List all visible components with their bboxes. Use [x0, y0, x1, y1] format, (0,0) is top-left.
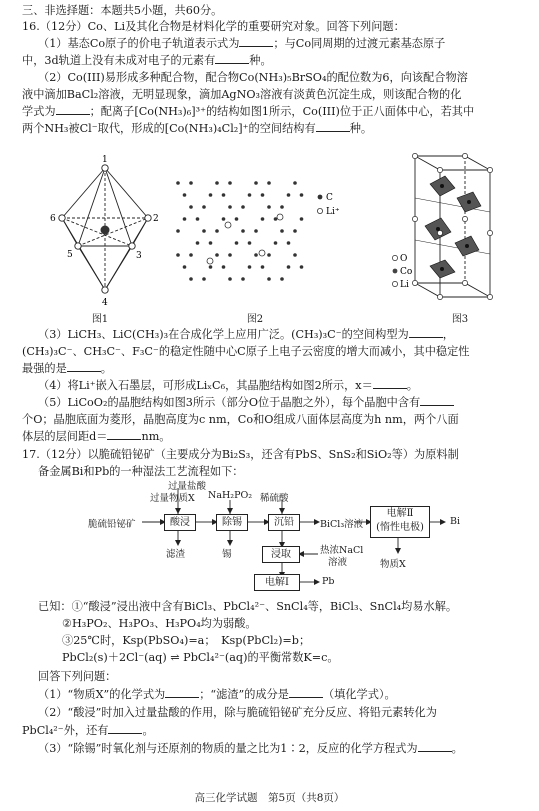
known-line: PbCl₂(s)＋2Cl⁻(aq) ⇌ PbCl₄²⁻(aq)的平衡常数K=c。: [62, 651, 339, 664]
answer-blank[interactable]: [239, 37, 273, 47]
answer-blank[interactable]: [56, 105, 90, 115]
answer-blank[interactable]: [107, 430, 141, 440]
carbon-atom: [254, 253, 258, 257]
vertex-label: 1: [102, 155, 108, 165]
nacl-label: 溶液: [328, 557, 348, 568]
q16-line: （5）LiCoO₂的晶胞结构如图3所示（部分O位于晶胞之外），每个晶胞中含有: [38, 396, 522, 410]
carbon-atom: [280, 205, 284, 209]
q16-line: （2）Co(III)易形成多种配合物，配合物Co(NH₃)₅BrSO₄的配位数为6，向该配合物溶: [38, 71, 468, 84]
answer-blank[interactable]: [316, 122, 350, 132]
answer-blank[interactable]: [289, 688, 323, 698]
reagent-label: 过量物质X: [150, 493, 195, 504]
step-leach-extract: 浸取: [262, 546, 300, 563]
carbon-atom: [176, 253, 180, 257]
q17-line: PbCl₄²⁻外，还有 。: [22, 724, 154, 737]
q17-line: 回答下列问题：: [38, 670, 117, 683]
carbon-atom: [300, 265, 304, 269]
carbon-atom: [241, 229, 245, 233]
carbon-atom: [228, 253, 232, 257]
carbon-atom: [293, 253, 297, 257]
carbon-atom: [267, 205, 271, 209]
carbon-atom: [254, 181, 258, 185]
section-title: 三、非选择题：本题共5小题，共60分。: [22, 4, 223, 17]
step-precipitate-lead: 沉铅: [268, 514, 300, 531]
carbon-atom: [222, 193, 226, 197]
carbon-atom: [228, 205, 232, 209]
reagent-label: 过量盐酸: [168, 481, 207, 492]
q16-line: 16.（12分）Co、Li及其化合物是材料化学的重要研究对象。回答下列问题：: [22, 20, 405, 33]
carbon-atom: [248, 265, 252, 269]
carbon-atom: [209, 193, 213, 197]
figure-3-caption: 图3: [451, 314, 469, 325]
q17-line: 17.（12分）以脆硫铅铋矿（主要成分为Bi₂S₃，还含有PbS、SnS₂和SiO₂等）为原料制: [22, 448, 459, 461]
q16-line: （3）LiCH₃、LiC(CH₃)₃在合成化学上应用广泛。(CH₃)₃C⁻的空间构型为 ，: [38, 328, 454, 341]
q16-line: (CH₃)₃C⁻、CH₃C⁻、F₃C⁻的稳定性随中心C原子上电子云密度的增大而减小，其中稳定性: [22, 345, 470, 358]
legend-label: C: [326, 193, 333, 203]
carbon-atom: [241, 205, 245, 209]
known-line: ③25℃时，Ksp(PbSO₄)=a； Ksp(PbCl₂)=b；: [62, 634, 311, 647]
known-line: ②H₃PO₂、H₃PO₃、H₃PO₄均为弱酸。: [62, 617, 257, 630]
carbon-atom: [280, 229, 284, 233]
carbon-atom: [248, 241, 252, 245]
step-electrolysis-2: 电解Ⅱ (惰性电极): [370, 506, 430, 538]
carbon-atom: [189, 253, 193, 257]
vertex-label: 4: [102, 298, 108, 308]
q16-line: 学式为 ；配离子[Co(NH₃)₆]³⁺的结构如图1所示，Co(III)位于正八面体中心，若其中: [22, 105, 475, 118]
raw-material-label: 脆硫铅铋矿: [88, 519, 136, 530]
residue-label: 滤渣: [166, 549, 186, 560]
legend-label: Li: [400, 280, 409, 290]
vertex-label: 2: [153, 214, 159, 224]
answer-blank[interactable]: [67, 362, 101, 372]
q16-line: 个O；晶胞底面为菱形，晶胞高度为c nm，Co和O组成八面体层高度为h nm，两个八面: [22, 413, 459, 426]
q16-line: （1）基态Co原子的价电子轨道表示式为 ；与Co同周期的过渡元素基态原子: [38, 37, 446, 50]
step-electrolysis-1: 电解Ⅰ: [254, 574, 300, 591]
page-footer: 高三化学试题 第5页（共8页）: [194, 792, 345, 804]
bicl3-solution-label: BiCl₃溶液: [320, 519, 364, 530]
product-bi-label: Bi: [450, 516, 461, 527]
reagent-label: NaH₂PO₂: [208, 490, 253, 501]
carbon-atom: [287, 265, 291, 269]
carbon-atom: [235, 241, 239, 245]
carbon-atom: [183, 265, 187, 269]
reagent-label: 稀硫酸: [260, 493, 289, 504]
figure-2-graphite-lattice: [170, 175, 340, 300]
carbon-atom: [189, 205, 193, 209]
carbon-atom: [183, 217, 187, 221]
legend-label: Li⁺: [326, 207, 340, 217]
q17-line: 备金属Bi和Pb的一种湿法工艺流程如下：: [38, 465, 244, 478]
carbon-atom: [300, 193, 304, 197]
q17-line: （1）“物质X”的化学式为 ；“滤渣”的成分是 （填化学式）。: [38, 688, 396, 701]
carbon-atom: [215, 229, 219, 233]
carbon-atom: [209, 241, 213, 245]
q16-line: 液中滴加BaCl₂溶液，无明显现象，滴加AgNO₃溶液有淡黄色沉淀生成，则该配合物的化: [22, 88, 462, 101]
answer-blank[interactable]: [409, 328, 443, 338]
carbon-atom: [222, 217, 226, 221]
carbon-atom: [254, 229, 258, 233]
carbon-atom: [215, 253, 219, 257]
answer-blank[interactable]: [108, 724, 142, 734]
carbon-atom: [209, 265, 213, 269]
carbon-atom: [274, 241, 278, 245]
q17-line: （3）“除锡”时氧化剂与还原剂的物质的量之比为1∶2，反应的化学方程式为 。: [38, 742, 463, 755]
answer-blank[interactable]: [373, 379, 407, 389]
q16-line: 最强的是 。: [22, 362, 112, 375]
carbon-atom: [222, 265, 226, 269]
carbon-atom: [228, 181, 232, 185]
carbon-atom: [287, 241, 291, 245]
q16-line: 中，3d轨道上没有未成对电子的元素有 种。: [22, 54, 272, 67]
q16-line: 体层的层间距d＝ nm。: [22, 430, 171, 443]
step-acid-leach: 酸浸: [164, 514, 196, 531]
answer-blank[interactable]: [418, 742, 452, 752]
known-line: 已知：①“酸浸”浸出液中含有BiCl₃、PbCl₄²⁻、SnCl₄等，BiCl₃、SnCl₄均易水解。: [38, 600, 458, 613]
answer-blank[interactable]: [165, 688, 199, 698]
carbon-atom: [176, 181, 180, 185]
legend-label: Co: [400, 267, 413, 277]
legend-label: O: [400, 254, 408, 264]
carbon-atom: [202, 277, 206, 281]
carbon-atom: [300, 217, 304, 221]
carbon-atom: [228, 277, 232, 281]
answer-blank[interactable]: [420, 396, 454, 406]
vertex-label: 5: [67, 250, 73, 260]
carbon-atom: [202, 229, 206, 233]
figure-1-octahedron: [40, 150, 170, 310]
tin-label: 锡: [222, 549, 232, 560]
figure-3-licoo2-cell: [385, 148, 525, 313]
q16-line: 两个NH₃被Cl⁻取代，形成的[Co(NH₃)₄Cl₂]⁺的空间结构有 种。: [22, 122, 373, 135]
carbon-atom: [196, 217, 200, 221]
q17-line: （2）“酸浸”时加入过量盐酸的作用，除与脆硫铅铋矿充分反应、将铅元素转化为: [38, 706, 437, 719]
carbon-atom: [189, 181, 193, 185]
carbon-atom: [280, 277, 284, 281]
vertex-label: 3: [136, 251, 142, 261]
figure-1-caption: 图1: [91, 314, 109, 325]
carbon-atom: [267, 181, 271, 185]
product-pb-label: Pb: [322, 576, 335, 587]
carbon-atom: [261, 193, 265, 197]
carbon-atom: [196, 241, 200, 245]
carbon-atom: [202, 205, 206, 209]
carbon-atom: [261, 217, 265, 221]
vertex-label: 6: [50, 214, 56, 224]
carbon-atom: [267, 253, 271, 257]
carbon-atom: [235, 217, 239, 221]
carbon-atom: [287, 193, 291, 197]
carbon-atom: [293, 229, 297, 233]
carbon-atom: [189, 277, 193, 281]
figure-2-caption: 图2: [246, 314, 264, 325]
answer-blank[interactable]: [215, 54, 249, 64]
carbon-atom: [267, 277, 271, 281]
carbon-atom: [293, 181, 297, 185]
nacl-label: 热浓NaCl: [320, 545, 364, 556]
substance-x-label: 物质X: [380, 559, 406, 570]
carbon-atom: [261, 265, 265, 269]
carbon-atom: [176, 229, 180, 233]
carbon-atom: [183, 193, 187, 197]
q16-line: （4）将Li⁺嵌入石墨层，可形成LiₓC₆，其晶胞结构如图2所示，x＝ 。: [38, 379, 418, 392]
carbon-atom: [241, 277, 245, 281]
carbon-atom: [248, 193, 252, 197]
step-remove-tin: 除锡: [216, 514, 248, 531]
carbon-atom: [215, 181, 219, 185]
